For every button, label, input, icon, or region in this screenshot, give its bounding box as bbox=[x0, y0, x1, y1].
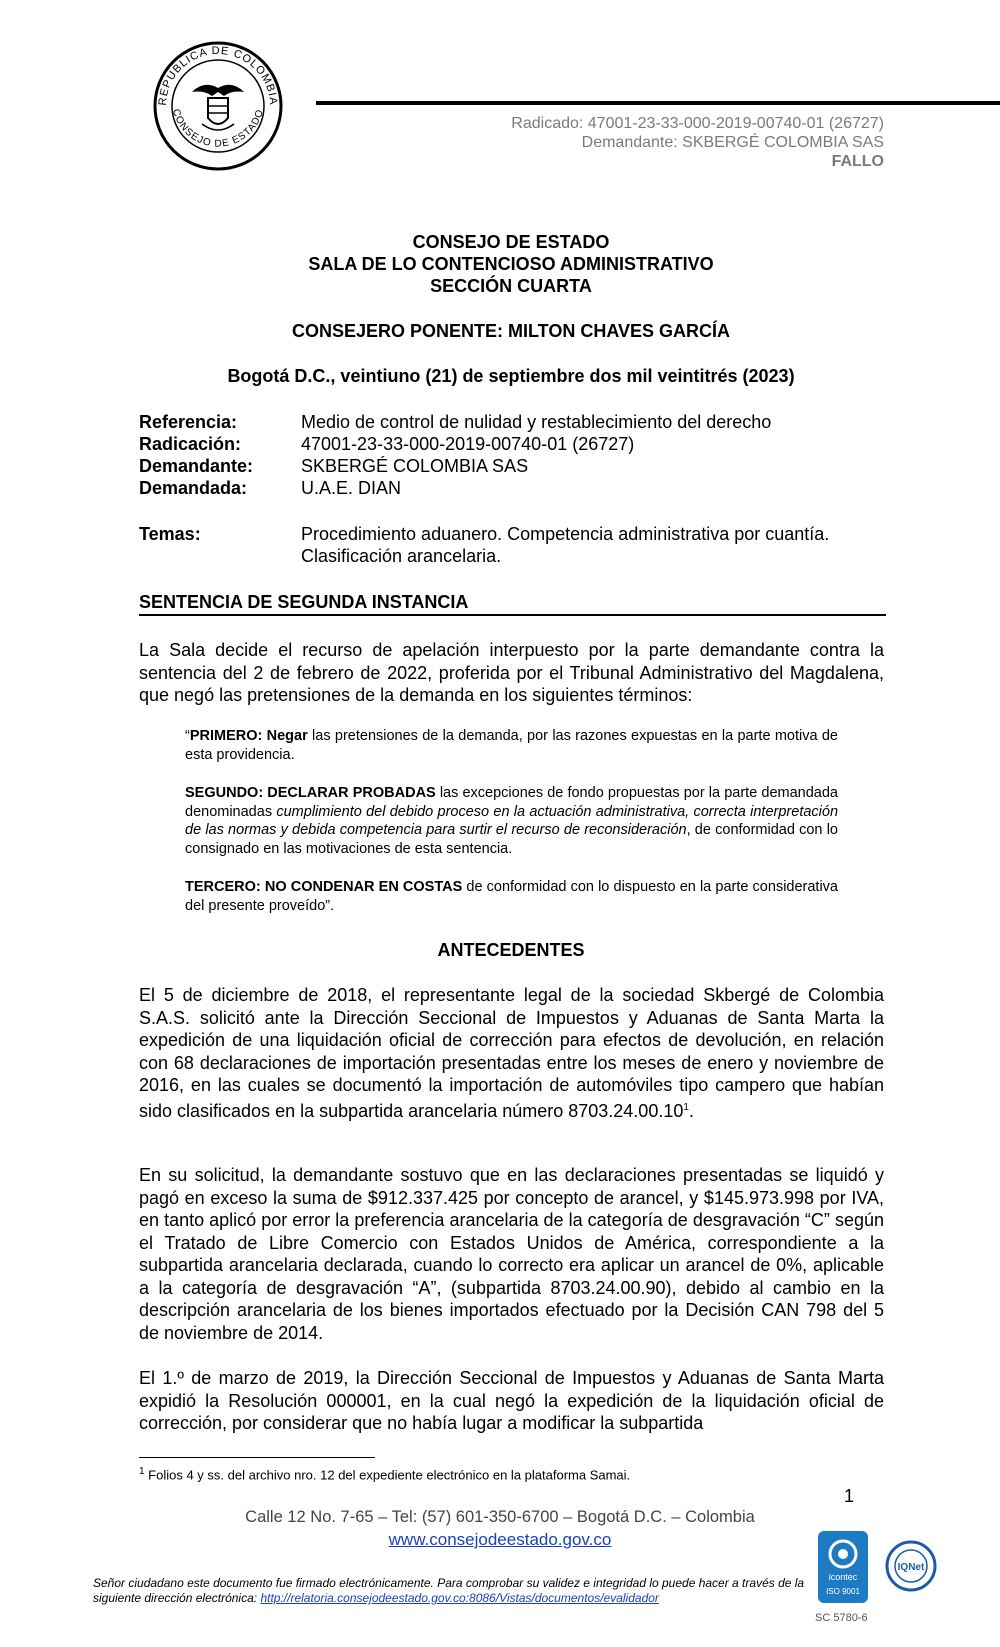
footer-address: Calle 12 No. 7-65 – Tel: (57) 601-350-6700 – Bogotá D.C. – Colombia bbox=[245, 1508, 755, 1526]
ref-value: Medio de control de nulidad y restablecimiento del derecho bbox=[301, 412, 772, 432]
paragraph-1: El 5 de diciembre de 2018, el representante legal de la sociedad Skbergé de Colombia S.A.S. solicitó ante la Dirección Seccional de Impuestos y Aduanas de Santa Marta la expedición de una liquidación oficial de corrección para efectos de devolución, en relación con 68 declaraciones de importación presentadas entre los meses de enero y noviembre de 2016, en las cuales se documentó la importación de automóviles tipo campero que habían sido clasificados en la subpartida arancelaria número 8703.24.00.10$^1$. bbox=[139, 985, 884, 1121]
temas-line1: Procedimiento aduanero. Competencia administrativa por cuantía. bbox=[301, 524, 830, 544]
svg-text:CONSEJO DE ESTADO bbox=[170, 108, 266, 150]
header-fallo: FALLO bbox=[831, 153, 884, 170]
iqnet-certification-icon bbox=[885, 1540, 937, 1592]
temas-label: Temas: bbox=[139, 524, 201, 544]
ref-label: Demandante: bbox=[139, 456, 254, 476]
footnote: $^1$ Folios 4 y ss. del archivo nro. 12 del expediente electrónico en la plataforma Samai. bbox=[139, 1466, 631, 1483]
footer-signature-note: Señor ciudadano este documento fue firmado electrónicamente. Para comprobar su validez e integridad lo puede hacer a través de la siguiente dirección electrónica: http://relatoria.consejodeestado.gov.co:8086/Vistas/documentos/evalidador bbox=[93, 1576, 805, 1605]
iso-text: ISO 9001 bbox=[826, 1587, 860, 1596]
footnote-rule bbox=[139, 1457, 375, 1458]
title-sala: SALA DE LO CONTENCIOSO ADMINISTRATIVO bbox=[308, 254, 714, 274]
paragraph-2: En su solicitud, la demandante sostuvo que en las declaraciones presentadas se liquidó y pagó en exceso la suma de $912.337.425 por concepto de arancel, y $145.973.998 por IVA, en tanto aplicó por error la preferencia arancelaria de la categoría de desgravación “C” según el Tratado de Libre Comercio con Estados Unidos de América, correspondiente a la subpartida arancelaria declarada, cuando lo correcto era aplicar un arancel de 0%, aplicable a la categoría de desgravación “A”, (subpartida 8703.24.00.90), debido al cambio en la descripción arancelaria de los bienes importados efectuado por la Decisión CAN 798 del 5 de noviembre de 2014. bbox=[139, 1165, 884, 1343]
ref-value: U.A.E. DIAN bbox=[301, 478, 402, 498]
section-title-sentencia: SENTENCIA DE SEGUNDA INSTANCIA bbox=[139, 592, 886, 616]
quote-primero: “PRIMERO: Negar las pretensiones de la demanda, por las razones expuestas en la parte motiva de esta providencia. bbox=[185, 728, 838, 763]
ponente: CONSEJERO PONENTE: MILTON CHAVES GARCÍA bbox=[291, 321, 731, 341]
ref-value: SKBERGÉ COLOMBIA SAS bbox=[301, 456, 529, 476]
page-number: 1 bbox=[844, 1486, 855, 1506]
ref-value: 47001-23-33-000-2019-00740-01 (26727) bbox=[301, 434, 635, 454]
ref-label: Demandada: bbox=[139, 478, 248, 498]
ref-label: Radicación: bbox=[139, 434, 242, 454]
seal-top-text: REPUBLICA DE COLOMBIA bbox=[156, 44, 280, 106]
svg-text:REPUBLICA DE COLOMBIA bbox=[157, 45, 279, 106]
paragraph-3: El 1.º de marzo de 2019, la Dirección Seccional de Impuestos y Aduanas de Santa Marta expidió la Resolución 000001, en la cual negó la expedición de la liquidación oficial de corrección, por considerar que no había lugar a modificar la subpartida bbox=[139, 1368, 884, 1433]
quote-segundo: SEGUNDO: DECLARAR PROBADAS las excepciones de fondo propuestas por la parte demandada denominadas cumplimiento del debido proceso en la actuación administrativa, correcta interpretación de las normas y debida competencia para surtir el recurso de reconsideración, de conformidad con lo consignado en las motivaciones de esta sentencia. bbox=[185, 785, 839, 857]
certification-code: SC 5780-6 bbox=[815, 1612, 868, 1624]
temas-line2: Clasificación arancelaria. bbox=[301, 546, 502, 566]
icontec-certification-icon bbox=[817, 1530, 869, 1604]
consejo-de-estado-seal bbox=[152, 40, 284, 172]
iqnet-text: IQNet bbox=[897, 1562, 925, 1573]
title-court: CONSEJO DE ESTADO bbox=[412, 232, 610, 252]
header-rule bbox=[316, 101, 1000, 105]
validation-link[interactable]: http://relatoria.consejodeestado.gov.co:8086/Vistas/documentos/evalidador bbox=[260, 1591, 659, 1605]
footnote-ref: 1 bbox=[683, 1101, 689, 1113]
title-seccion: SECCIÓN CUARTA bbox=[430, 276, 592, 296]
footer-website-link[interactable]: www.consejodeestado.gov.co bbox=[388, 1530, 612, 1549]
header-demandante: Demandante: SKBERGÉ COLOMBIA SAS bbox=[581, 134, 884, 151]
seal-bottom-text: CONSEJO DE ESTADO bbox=[169, 107, 267, 150]
header-radicado: Radicado: 47001-23-33-000-2019-00740-01 (26727) bbox=[511, 115, 884, 132]
icontec-text: icontec bbox=[828, 1572, 858, 1582]
quote-tercero: TERCERO: NO CONDENAR EN COSTAS de conformidad con lo dispuesto en la parte considerativa del presente proveído”. bbox=[185, 879, 838, 914]
fecha: Bogotá D.C., veintiuno (21) de septiembre dos mil veintitrés (2023) bbox=[227, 366, 795, 386]
intro-paragraph: La Sala decide el recurso de apelación interpuesto por la parte demandante contra la sentencia del 2 de febrero de 2022, proferida por el Tribunal Administrativo del Magdalena, que negó las pretensiones de la demanda en los siguientes términos: bbox=[139, 640, 884, 705]
ref-label: Referencia: bbox=[139, 412, 238, 432]
section-title-antecedentes: ANTECEDENTES bbox=[437, 940, 585, 960]
